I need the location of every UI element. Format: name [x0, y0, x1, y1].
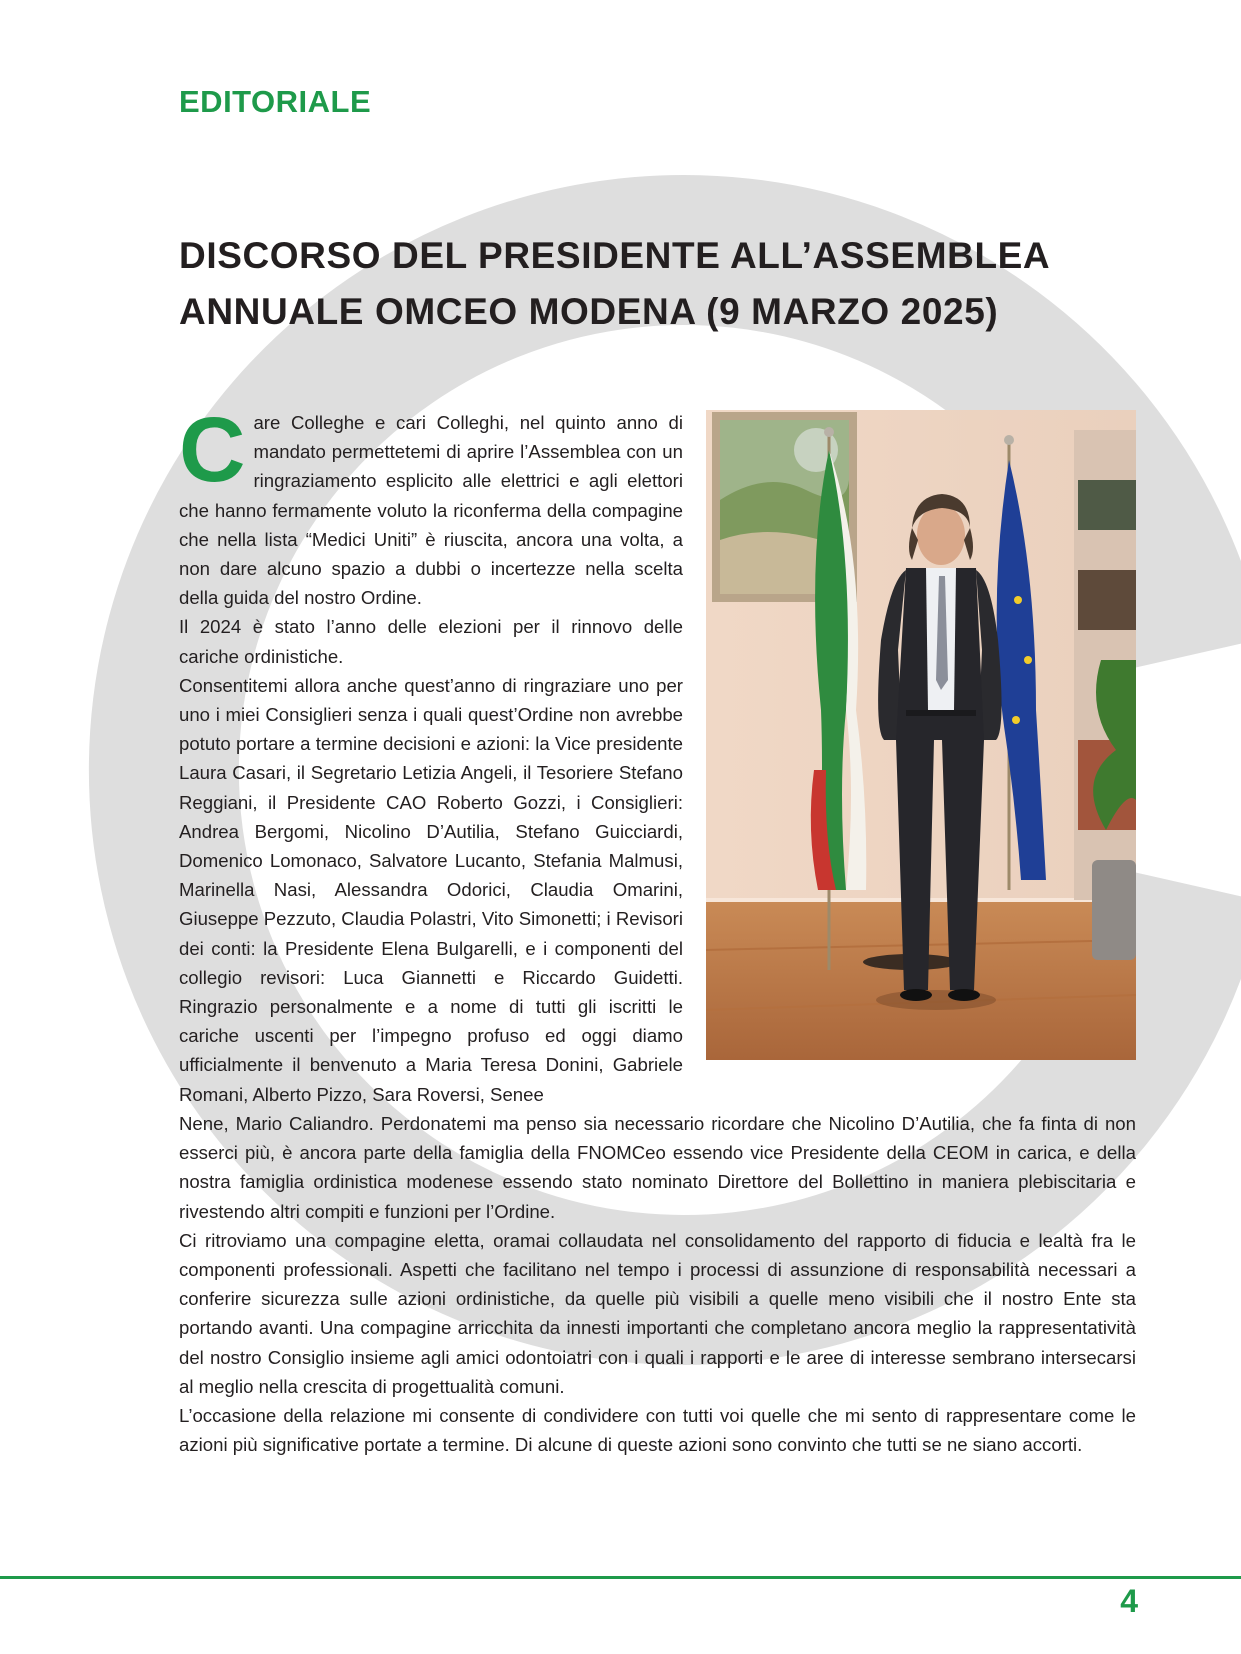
- president-photo: [706, 410, 1136, 1060]
- article-title: [179, 228, 1079, 340]
- salutation: are Colleghe e cari Colleghi,: [253, 412, 510, 433]
- section-label: EDITORIALE: [179, 84, 372, 119]
- paragraph: Ci ritroviamo una compagine eletta, oramai collaudata nel consolidamento del rapporto di fiducia e lealtà fra le componenti professionali. Aspetti che facilitano nel tempo i processi di assunzione di responsabilità necessari a conferire sicurezza sulle azioni ordinistiche, da quelle più visibili a quelle meno visibili che il nostro Ente sta portando avanti. Una compagine arricchita da innesti importanti che completano ancora meglio la rappresentatività del nostro Consiglio insieme agli amici odontoiatri con i quali i rapporti e le aree di interesse sembrano intersecarsi al meglio nella crescita di progettualità comuni.: [179, 1229, 1136, 1397]
- paragraph: Consentitemi allora anche quest’anno di ringraziare uno per uno i miei Consiglieri senza i quali quest’Ordine non avrebbe potuto portare a termine decisioni e azioni: la Vice presidente Laura Casari, il Segretario Letizia Angeli, il Tesoriere Stefano Reggiani, il Presidente CAO Roberto Gozzi, i Consiglieri: Andrea Bergomi, Nicolino D’Autilia, Stefano Guicciardi, Domenico Lomonaco, Salvatore Lucanto, Stefania Malmusi, Marinella Nasi, Alessandra Odorici, Claudia Omarini, Giuseppe Pezzuto, Claudia Polastri, Vito Simonetti; i Revisori dei conti: la Presidente Elena Bulgarelli, e i componenti del collegio revisori: Luca Giannetti e Riccardo Guidetti. Ringrazio personalmente e a nome di tutti gli iscritti le cariche uscenti per l’impegno profuso ed oggi diamo ufficialmente il benvenuto a Maria Teresa Donini, Gabriele Romani, Alberto Pizzo, Sara Roversi, Senee: [179, 674, 683, 1105]
- article-title-line-2: ANNUALE OMCEO MODENA (9 MARZO 2025): [179, 291, 999, 332]
- drop-cap: C: [179, 399, 246, 501]
- paragraph: nel quinto anno di mandato permettetemi di aprire l’Assemblea con un ringraziamento esplicito alle elettrici e agli elettori che hanno fermamente voluto la riconferma della compagine che nella lista “Medici Uniti” è riuscita, ancora una volta, a non dare alcuno spazio a dubbi o incertezze nella scelta della guida del nostro Ordine.: [179, 412, 683, 609]
- footer-divider: [0, 1576, 1241, 1579]
- article-title-line-1: DISCORSO DEL PRESIDENTE ALL’ASSEMBLEA: [179, 235, 1051, 276]
- article-body-left: [179, 399, 683, 1109]
- paragraph: L’occasione della relazione mi consente di condividere con tutti voi quelle che mi sento di rappresentare come le azioni più significative portate a termine. Di alcune di queste azioni sono convinto che tutti se ne siano accorti.: [179, 1405, 1136, 1456]
- page-number: 4: [1120, 1583, 1138, 1619]
- opening-paragraph: [179, 399, 683, 612]
- paragraph: Nene, Mario Caliandro. Perdonatemi ma penso sia necessario ricordare che Nicolino D’Autilia, che fa finta di non esserci più, è ancora parte della famiglia della FNOMCeo essendo vice Presidente della CEOM in carica, e della nostra famiglia ordinistica modenese essendo stato nominato Direttore del Bollettino in maniera plebiscitaria e rivestendo altri compiti e funzioni per l’Ordine.: [179, 1113, 1136, 1222]
- article-body-full: [179, 1109, 1136, 1459]
- paragraph: Il 2024 è stato l’anno delle elezioni per il rinnovo delle cariche ordinistiche.: [179, 616, 683, 667]
